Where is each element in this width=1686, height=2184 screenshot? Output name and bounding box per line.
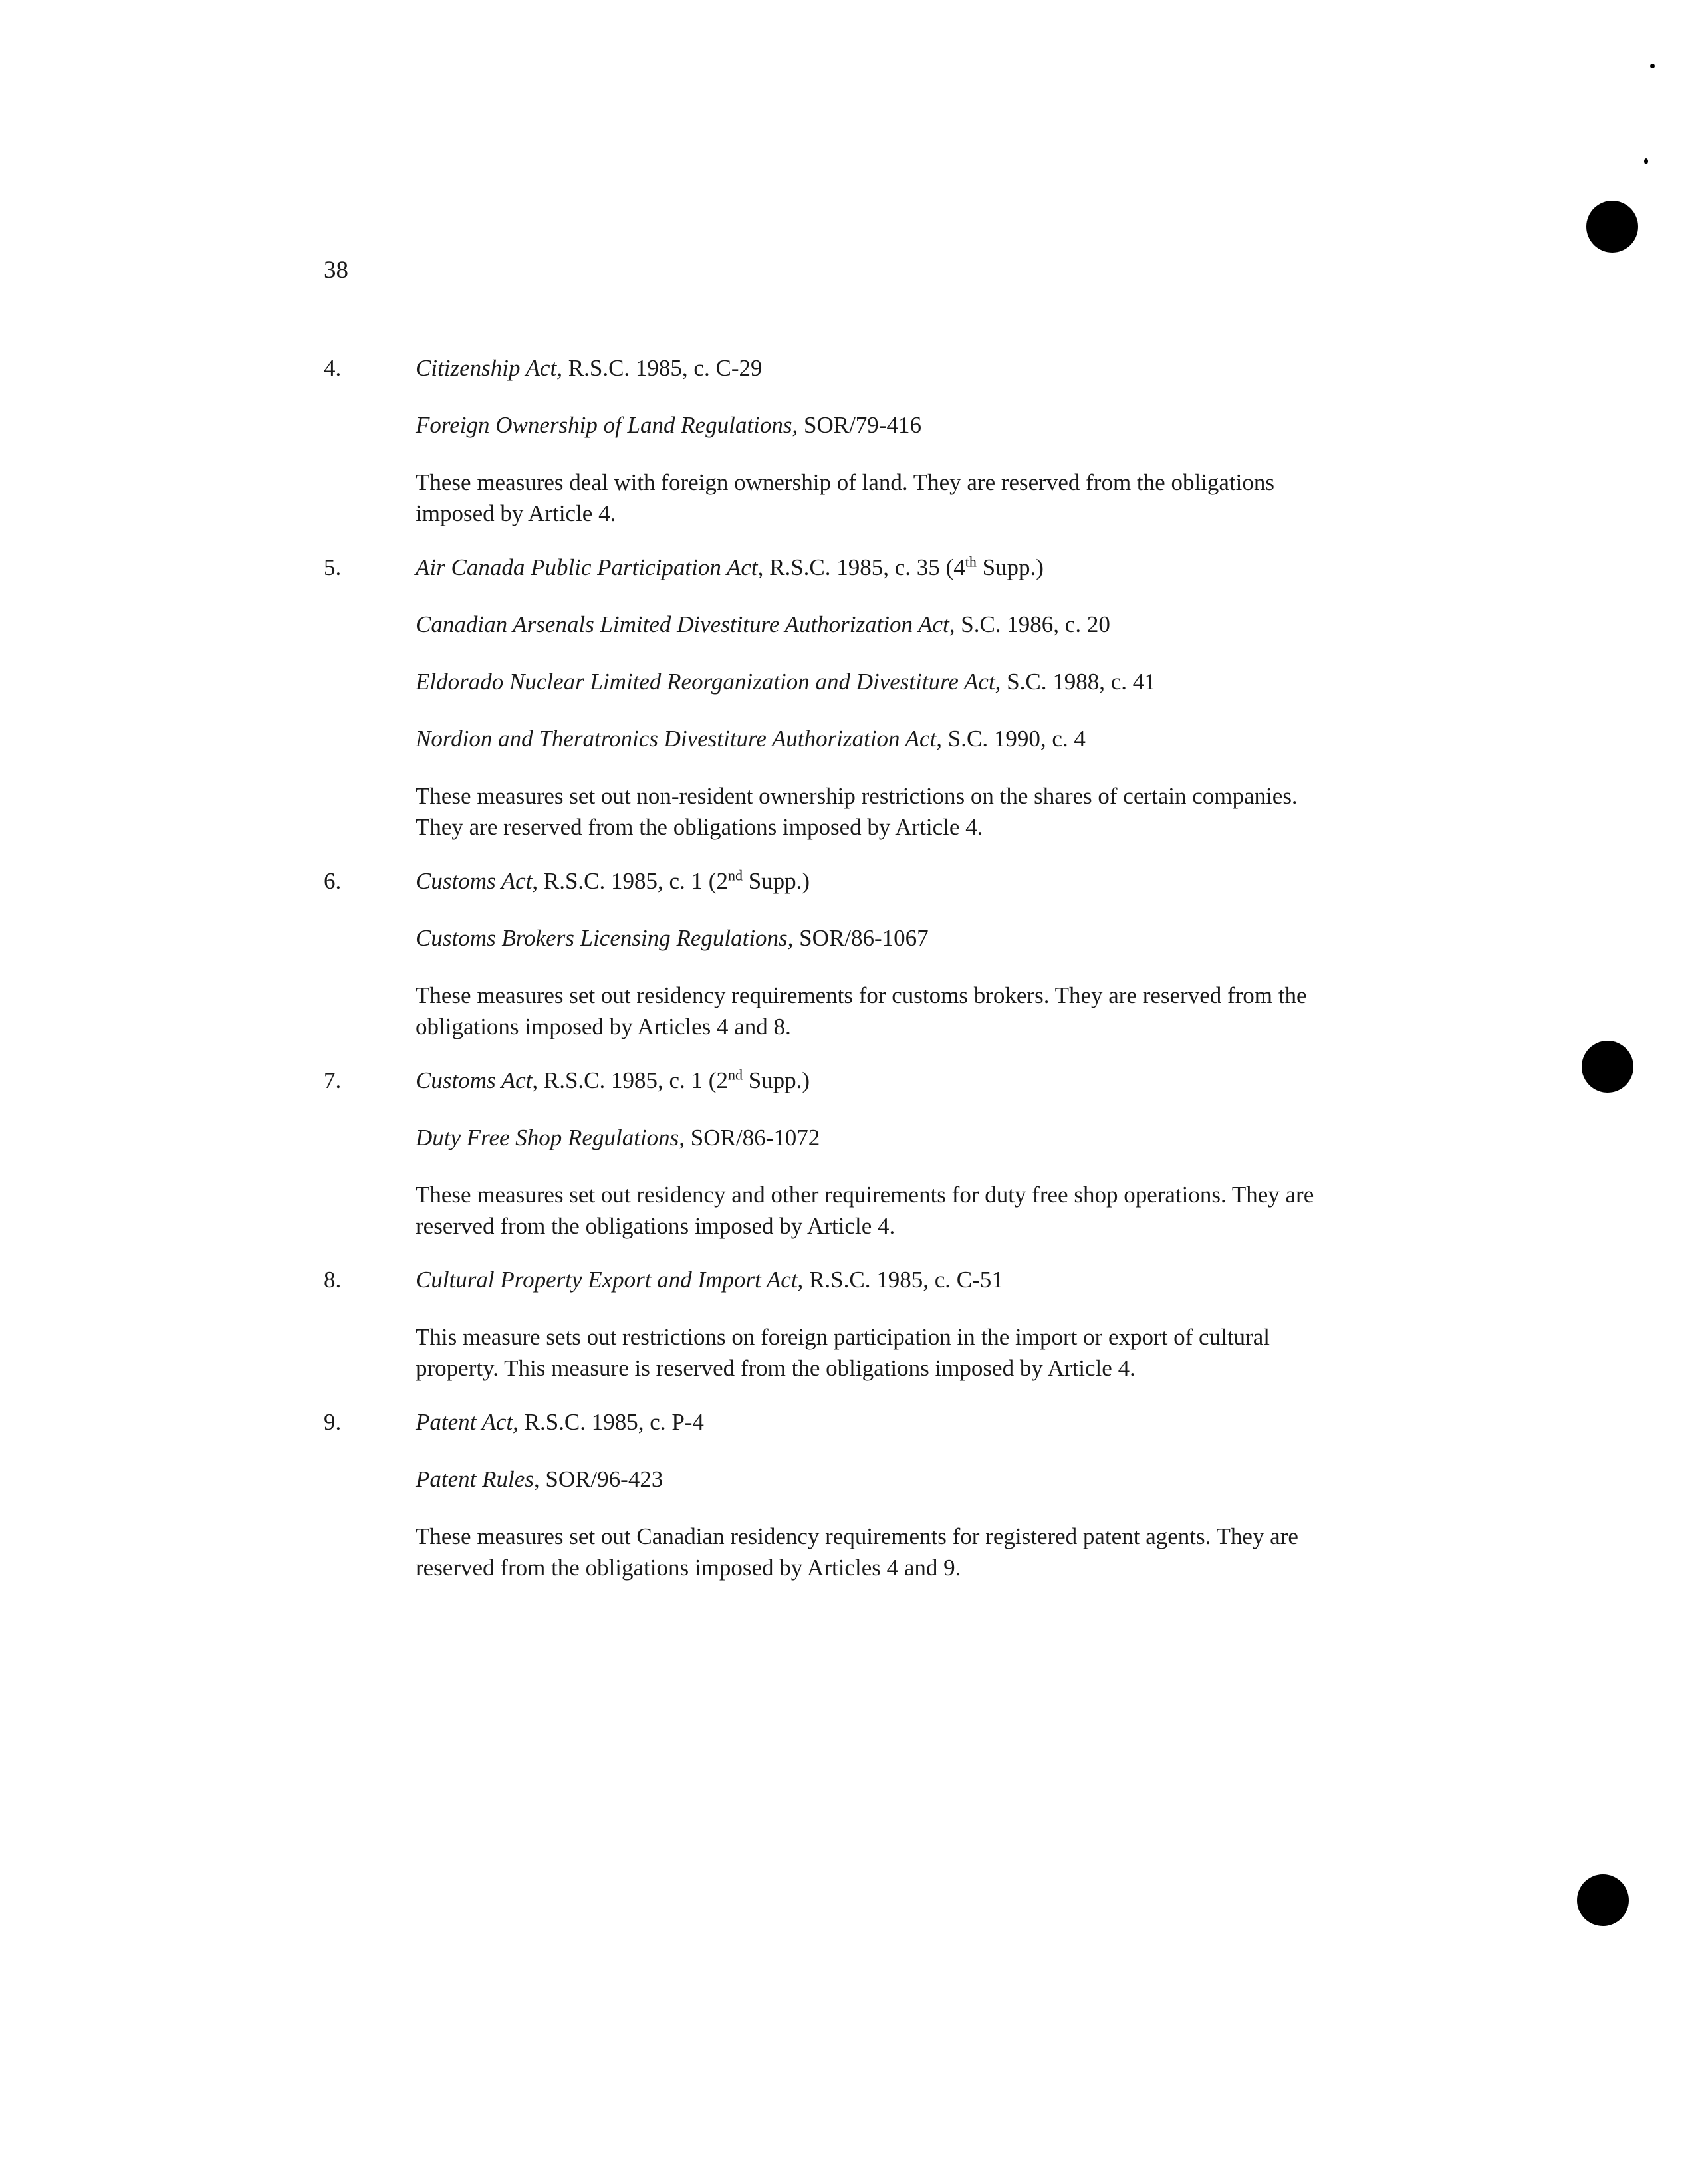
- citation-reference: S.C. 1986, c. 20: [955, 611, 1110, 637]
- list-item: [324, 1065, 1334, 1242]
- citation-reference: S.C. 1988, c. 41: [1001, 669, 1156, 695]
- citation-line: [416, 609, 1334, 640]
- list-item: [324, 1406, 1334, 1583]
- citation-supplement: Supp.): [976, 554, 1044, 580]
- page-number: 38: [324, 257, 348, 284]
- item-description: This measure sets out restrictions on foreign participation in the import or export of cultural property. This measure is reserved from the obligations imposed by Article 4.: [416, 1324, 1270, 1381]
- item-description: These measures set out non-resident ownership restrictions on the shares of certain companies. They are reserved from the obligations imposed by Article 4.: [416, 783, 1298, 840]
- scan-speck: [1644, 158, 1648, 164]
- list-item: [324, 352, 1334, 529]
- citation-line: [416, 865, 1334, 897]
- citation-line: [416, 409, 1334, 441]
- citation-supplement: Supp.): [742, 1067, 810, 1093]
- citation-reference: , R.S.C. 1985, c. 35 (4: [757, 554, 965, 580]
- citation-reference: R.S.C. 1985, c. P-4: [518, 1409, 704, 1435]
- list-item: [324, 552, 1334, 843]
- citation-reference: SOR/79-416: [798, 412, 921, 438]
- citation-title: Foreign Ownership of Land Regulations,: [416, 412, 798, 438]
- citation-reference: SOR/86-1067: [793, 925, 929, 951]
- item-description: These measures deal with foreign ownership of land. They are reserved from the obligations imposed by Article 4.: [416, 469, 1274, 526]
- citation-title: Citizenship Act,: [416, 355, 563, 381]
- citation-title: Duty Free Shop Regulations,: [416, 1125, 685, 1150]
- citation-line: [416, 923, 1334, 954]
- item-number: 8.: [324, 1267, 342, 1293]
- citation-superscript: nd: [727, 867, 743, 884]
- citation-superscript: th: [965, 553, 977, 570]
- punch-hole-top: [1586, 201, 1638, 253]
- citation-title: Customs Act: [416, 868, 533, 894]
- citation-line: [416, 1464, 1334, 1495]
- citation-line: [416, 1122, 1334, 1153]
- item-description: These measures set out residency requirements for customs brokers. They are reserved from the obligations imposed by Articles 4 and 8.: [416, 982, 1307, 1039]
- item-number: 9.: [324, 1409, 342, 1435]
- citation-reference: , R.S.C. 1985, c. 1 (2: [532, 868, 728, 894]
- item-number: 5.: [324, 554, 342, 580]
- citation-reference: , R.S.C. 1985, c. 1 (2: [532, 1067, 728, 1093]
- citation-line: [416, 723, 1334, 754]
- citation-supplement: Supp.): [742, 868, 810, 894]
- citation-line: [416, 1065, 1334, 1096]
- citation-reference: R.S.C. 1985, c. C-29: [562, 355, 763, 381]
- citation-reference: S.C. 1990, c. 4: [942, 726, 1086, 752]
- punch-hole-bottom: [1577, 1874, 1629, 1926]
- citation-reference: , R.S.C. 1985, c. C-51: [797, 1267, 1003, 1293]
- citation-title: Eldorado Nuclear Limited Reorganization and Divestiture Act,: [416, 669, 1001, 695]
- citation-title: Air Canada Public Participation Act: [416, 554, 758, 580]
- citation-title: Customs Brokers Licensing Regulations,: [416, 925, 794, 951]
- item-number: 7.: [324, 1067, 342, 1093]
- reservation-list: [324, 352, 1334, 1606]
- citation-title: Cultural Property Export and Import Act: [416, 1267, 798, 1293]
- citation-title: Nordion and Theratronics Divestiture Authorization Act,: [416, 726, 943, 752]
- citation-reference: SOR/86-1072: [685, 1125, 820, 1150]
- list-item: [324, 865, 1334, 1042]
- item-description: These measures set out Canadian residency requirements for registered patent agents. They are reserved from the obligations imposed by Articles 4 and 9.: [416, 1523, 1298, 1581]
- citation-superscript: nd: [727, 1066, 743, 1083]
- citation-title: Patent Rules,: [416, 1466, 540, 1492]
- citation-title: Canadian Arsenals Limited Divestiture Authorization Act,: [416, 611, 955, 637]
- item-number: 6.: [324, 868, 342, 894]
- citation-line: [416, 552, 1334, 583]
- punch-hole-middle: [1582, 1041, 1633, 1093]
- scan-speck: [1650, 64, 1655, 68]
- citation-line: [416, 666, 1334, 697]
- citation-title: Patent Act,: [416, 1409, 519, 1435]
- citation-title: Customs Act: [416, 1067, 533, 1093]
- citation-line: [416, 1264, 1334, 1295]
- item-description: These measures set out residency and other requirements for duty free shop operations. They are reserved from the obligations imposed by Article 4.: [416, 1182, 1314, 1239]
- citation-reference: SOR/96-423: [539, 1466, 663, 1492]
- citation-line: [416, 352, 1334, 383]
- list-item: [324, 1264, 1334, 1384]
- item-number: 4.: [324, 355, 342, 381]
- citation-line: [416, 1406, 1334, 1438]
